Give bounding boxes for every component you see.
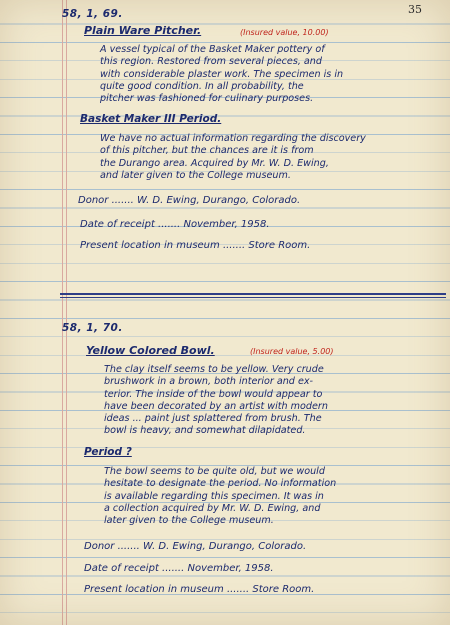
entry-separator (60, 293, 446, 295)
item-title: Yellow Colored Bowl. (86, 344, 215, 357)
entry-separator (60, 297, 446, 298)
period-line: the Durango area. Acquired by Mr. W. D. Ewing, (100, 157, 329, 169)
period-line: is available regarding this specimen. It was in (104, 490, 324, 502)
period-line: and later given to the College museum. (100, 169, 291, 181)
location-line: Present location in museum ....... Store Room. (84, 584, 315, 595)
receipt-line: Date of receipt ....... November, 1958. (84, 563, 274, 574)
period-line: a collection acquired by Mr. W. D. Ewing, and (104, 502, 321, 514)
insured-value: (Insured value, 10.00) (240, 28, 329, 37)
location-line: Present location in museum ....... Store Room. (80, 240, 311, 251)
description-line: with considerable plaster work. The specimen is in (100, 68, 344, 80)
period-line: The bowl seems to be quite old, but we would (104, 466, 325, 477)
period-line: later given to the College museum. (104, 515, 274, 527)
catalog-number: 58, 1, 69. (62, 8, 123, 20)
description-line: terior. The inside of the bowl would appear to (104, 388, 323, 400)
catalog-number: 58, 1, 70. (62, 322, 123, 334)
page-number: 35 (408, 3, 422, 16)
period-line: We have no actual information regarding the discovery (100, 133, 366, 144)
receipt-line: Date of receipt ....... November, 1958. (80, 219, 270, 230)
item-description (104, 364, 328, 438)
insured-value: (Insured value, 5.00) (250, 347, 334, 356)
item-description (100, 44, 343, 105)
description-line: A vessel typical of the Basket Maker pottery of (100, 44, 325, 55)
period-heading: Period ? (84, 446, 132, 458)
item-title: Plain Ware Pitcher. (84, 24, 202, 37)
period-line: of this pitcher, but the chances are it is from (100, 145, 314, 157)
description-line: this region. Restored from several pieces, and (100, 56, 322, 68)
period-line: hesitate to designate the period. No information (104, 478, 337, 490)
donor-line: Donor ....... W. D. Ewing, Durango, Colorado. (78, 195, 301, 206)
description-line: brushwork in a brown, both interior and ex- (104, 376, 313, 388)
description-line: ideas ... paint just splattered from brush. The (104, 413, 322, 425)
description-line: The clay itself seems to be yellow. Very crude (104, 364, 324, 375)
period-text (100, 133, 366, 182)
period-text (104, 466, 336, 527)
donor-line: Donor ....... W. D. Ewing, Durango, Colorado. (84, 541, 307, 552)
description-line: bowl is heavy, and somewhat dilapidated. (104, 425, 306, 437)
description-line: quite good condition. In all probability, the (100, 80, 304, 92)
period-heading: Basket Maker III Period. (80, 113, 222, 125)
description-line: pitcher was fashioned for culinary purposes. (100, 93, 314, 105)
description-line: have been decorated by an artist with modern (104, 400, 328, 412)
